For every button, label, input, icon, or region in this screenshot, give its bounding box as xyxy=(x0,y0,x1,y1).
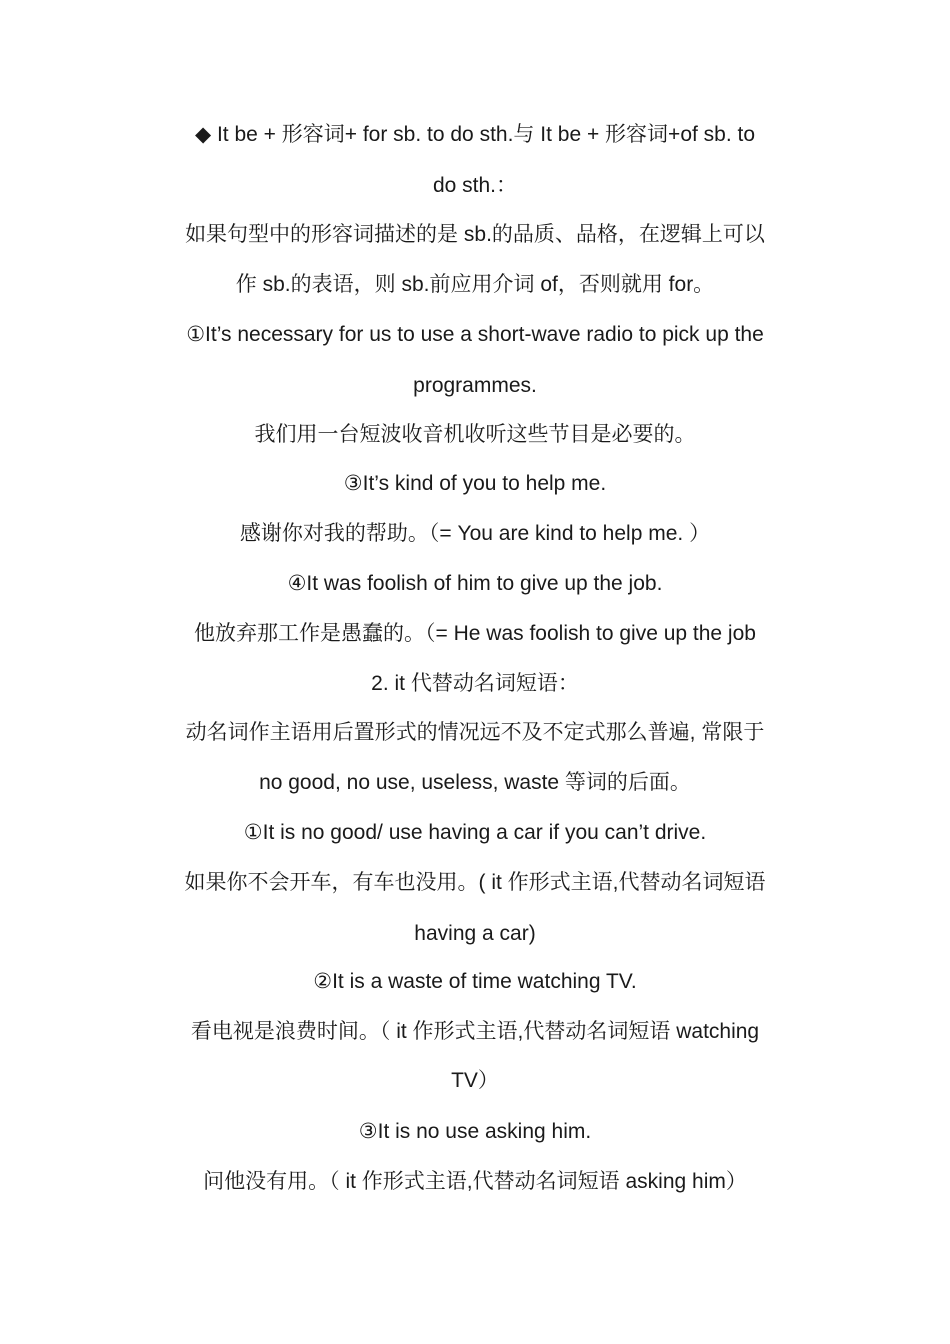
gerund-example-3-translation: 问他没有用。（ it 作形式主语,代替动名词短语 asking him） xyxy=(203,1170,747,1193)
example-3-translation: 感谢你对我的帮助。（= You are kind to help me. ） xyxy=(239,522,711,545)
example-1-translation: 我们用一台短波收音机收听这些节目是必要的。 xyxy=(254,423,696,446)
example-4: ④It was foolish of him to give up the job. xyxy=(287,572,663,595)
section-2-explanation-line-1: 动名词作主语用后置形式的情况远不及不定式那么普遍, 常限于 xyxy=(185,721,765,744)
section-2-explanation-line-2: no good, no use, useless, waste 等词的后面。 xyxy=(259,771,691,794)
gerund-example-3: ③It is no use asking him. xyxy=(358,1120,592,1143)
gerund-example-2: ②It is a waste of time watching TV. xyxy=(313,970,637,993)
gerund-example-1-translation-line-1: 如果你不会开车，有车也没用。( it 作形式主语,代替动名词短语 xyxy=(184,871,766,894)
gerund-example-1-translation-line-2: having a car) xyxy=(414,922,536,945)
example-1-line-1: ①It’s necessary for us to use a short-wave radio to pick up the xyxy=(186,323,764,346)
example-3: ③It’s kind of you to help me. xyxy=(343,472,607,495)
gerund-example-2-translation-line-2: TV） xyxy=(451,1069,499,1092)
gerund-example-2-translation-line-1: 看电视是浪费时间。（ it 作形式主语,代替动名词短语 watching xyxy=(190,1020,760,1043)
example-4-translation: 他放弃那工作是愚蠢的。（= He was foolish to give up the job xyxy=(194,622,756,645)
rule-heading-line-2: do sth.： xyxy=(432,174,518,197)
rule-explanation-line-1: 如果句型中的形容词描述的是 sb.的品质、品格，在逻辑上可以 xyxy=(185,223,765,246)
rule-explanation-line-2: 作 sb.的表语，则 sb.前应用介词 of，否则就用 for。 xyxy=(235,273,715,296)
rule-heading-line-1: ◆ It be + 形容词+ for sb. to do sth.与 It be + 形容词+of sb. to xyxy=(194,123,756,146)
section-2-heading: 2. it 代替动名词短语： xyxy=(371,672,579,695)
gerund-example-1: ①It is no good/ use having a car if you can’t drive. xyxy=(243,821,707,844)
example-1-line-2: programmes. xyxy=(413,374,537,397)
